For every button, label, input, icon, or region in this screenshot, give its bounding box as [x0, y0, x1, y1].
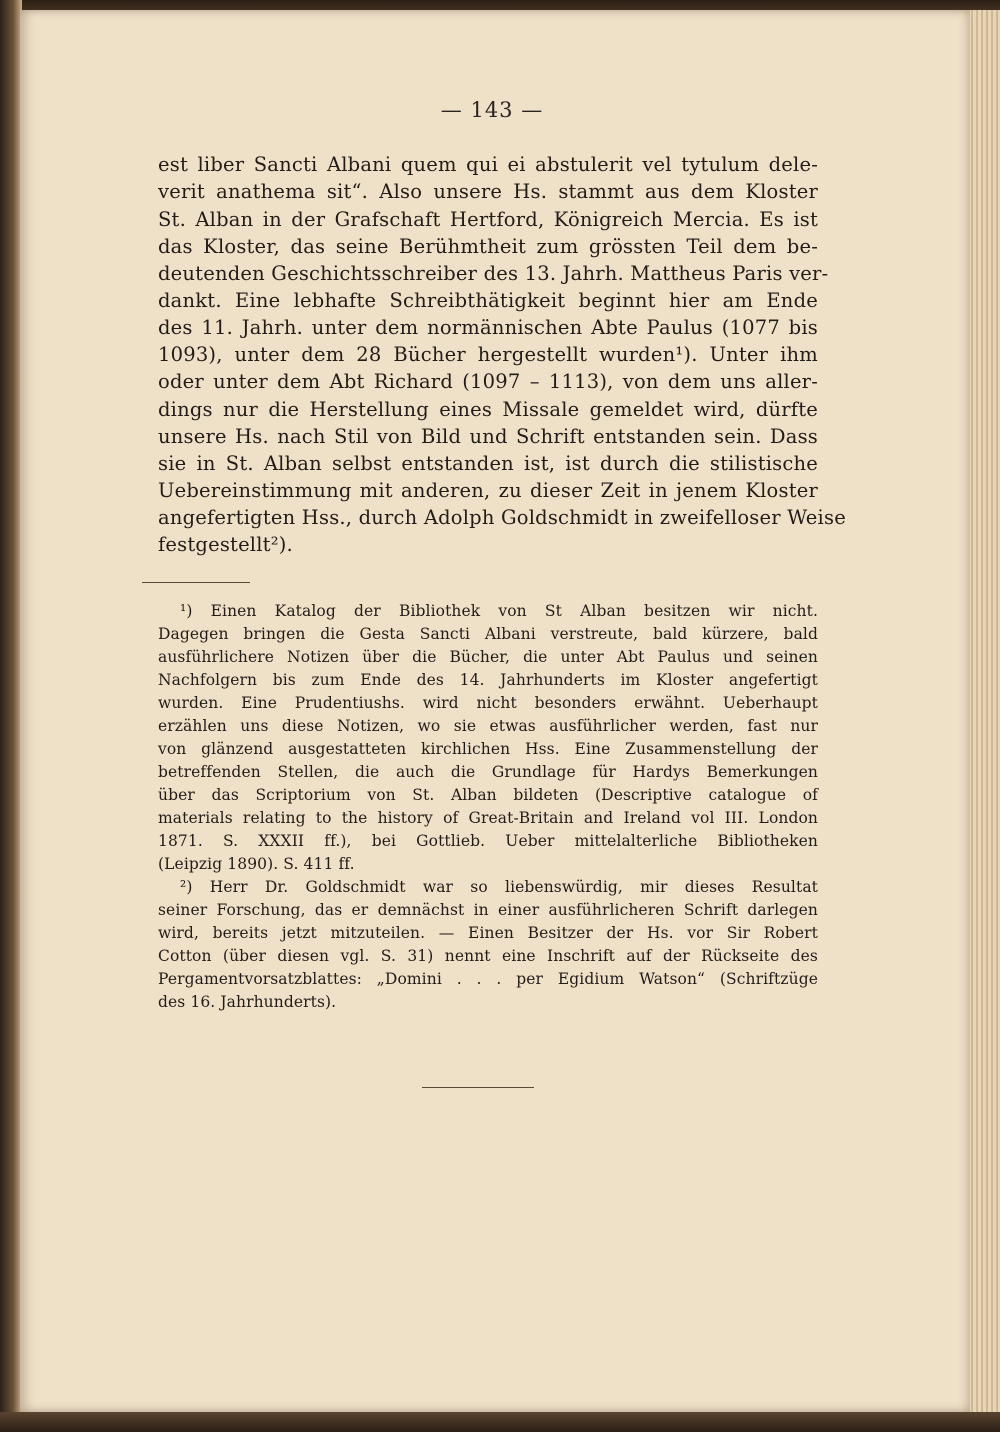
footnote-line: 1871. S. XXXII ff.), bei Gottlieb. Ueber mittelalterliche Bibliotheken	[158, 832, 818, 850]
footnote-line: seiner Forschung, das er demnächst in einer ausführlicheren Schrift darlegen	[158, 901, 818, 919]
binding-left	[0, 0, 22, 1432]
footnote-line: über das Scriptorium von St. Alban bildeten (Descriptive catalogue of	[158, 786, 818, 804]
main-text-line: Uebereinstimmung mit anderen, zu dieser Zeit in jenem Kloster	[158, 479, 818, 502]
footnote-line: wurden. Eine Prudentiushs. wird nicht besonders erwähnt. Ueberhaupt	[158, 694, 818, 712]
footnote-line: ¹) Einen Katalog der Bibliothek von St Alban besitzen wir nicht.	[180, 602, 818, 620]
footnote-line: erzählen uns diese Notizen, wo sie etwas ausführlicher werden, fast nur	[158, 717, 818, 735]
footnote-line: betreffenden Stellen, die auch die Grundlage für Hardys Bemerkungen	[158, 763, 818, 781]
main-text-line: dankt. Eine lebhafte Schreibthätigkeit beginnt hier am Ende	[158, 289, 818, 312]
footnote-line: (Leipzig 1890). S. 411 ff.	[158, 855, 355, 873]
main-text-line: 1093), unter dem 28 Bücher hergestellt wurden¹). Unter ihm	[158, 343, 818, 366]
footnote-line: von glänzend ausgestatteten kirchlichen Hss. Eine Zusammenstellung der	[158, 740, 818, 758]
main-text-line: das Kloster, das seine Berühmtheit zum grössten Teil dem be-	[158, 235, 818, 258]
footnote-line: Dagegen bringen die Gesta Sancti Albani verstreute, bald kürzere, bald	[158, 625, 818, 643]
footnote-line: wird, bereits jetzt mitzuteilen. — Einen Besitzer der Hs. vor Sir Robert	[158, 924, 818, 942]
footnote-line: Nachfolgern bis zum Ende des 14. Jahrhunderts im Kloster angefertigt	[158, 671, 818, 689]
footnote-separator	[142, 582, 250, 583]
binding-bottom	[0, 1412, 1000, 1432]
main-text-line: angefertigten Hss., durch Adolph Goldschmidt in zweifelloser Weise	[158, 506, 846, 529]
book-page	[20, 10, 970, 1412]
main-text-line: dings nur die Herstellung eines Missale gemeldet wird, dürfte	[158, 398, 818, 421]
main-text-line: sie in St. Alban selbst entstanden ist, ist durch die stilistische	[158, 452, 818, 475]
page-fore-edge	[968, 10, 1000, 1412]
main-text-line: verit anathema sit“. Also unsere Hs. stammt aus dem Kloster	[158, 180, 818, 203]
main-text-line: est liber Sancti Albani quem qui ei abstulerit vel tytulum dele-	[158, 153, 818, 176]
footnote-line: materials relating to the history of Great-Britain and Ireland vol III. London	[158, 809, 818, 827]
footnote-line: des 16. Jahrhunderts).	[158, 993, 337, 1011]
end-rule	[422, 1087, 534, 1088]
main-text-line: St. Alban in der Grafschaft Hertford, Königreich Mercia. Es ist	[158, 208, 818, 231]
main-text-line: oder unter dem Abt Richard (1097 – 1113), von dem uns aller-	[158, 370, 818, 393]
main-text-line: des 11. Jahrh. unter dem normännischen Abte Paulus (1077 bis	[158, 316, 818, 339]
page-number: — 143 —	[440, 98, 544, 122]
footnote-line: ²) Herr Dr. Goldschmidt war so liebenswürdig, mir dieses Resultat	[180, 878, 818, 896]
footnote-line: Pergamentvorsatzblattes: „Domini . . . per Egidium Watson“ (Schriftzüge	[158, 970, 818, 988]
main-text-line: deutenden Geschichtsschreiber des 13. Jahrh. Mattheus Paris ver-	[158, 262, 829, 285]
main-text-line: festgestellt²).	[158, 533, 293, 556]
footnote-line: Cotton (über diesen vgl. S. 31) nennt eine Inschrift auf der Rückseite des	[158, 947, 818, 965]
main-text-line: unsere Hs. nach Stil von Bild und Schrift entstanden sein. Dass	[158, 425, 818, 448]
footnote-line: ausführlichere Notizen über die Bücher, die unter Abt Paulus und seinen	[158, 648, 818, 666]
